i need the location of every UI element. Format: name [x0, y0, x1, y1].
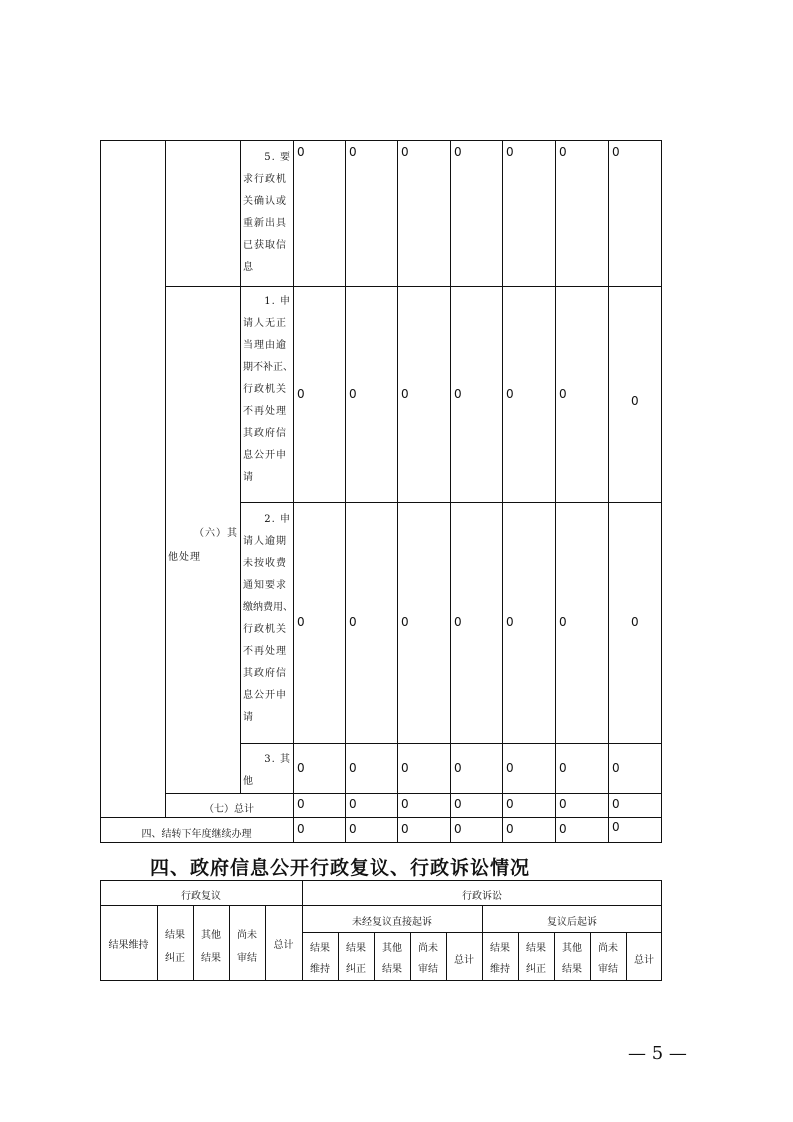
table-line	[100, 140, 662, 141]
table-line	[293, 140, 294, 842]
row-label: 1. 申 请人无正 当理由逾 期不补正、 行政机关 不再处理 其政府信 息公开申 请	[243, 296, 293, 483]
cell-value: 0	[297, 822, 305, 836]
table-line	[240, 743, 662, 744]
cell-value: 0	[559, 387, 567, 401]
cell-value: 0	[401, 822, 409, 836]
cell-value: 0	[349, 797, 357, 811]
direct-lawsuit-header: 未经复议直接起诉	[352, 917, 432, 928]
row-label: 2. 申 请人逾期 未按收费 通知要求 缴纳费用、 行政机关 不再处理 其政府信 息公开申 请	[243, 514, 293, 723]
table-line	[608, 140, 609, 842]
cell-value: 0	[631, 394, 639, 408]
cell-value: 0	[454, 615, 462, 629]
cell-value: 0	[401, 761, 409, 775]
page-number: — 5 —	[628, 1043, 687, 1064]
cell-value: 0	[297, 615, 305, 629]
cell-value: 0	[349, 145, 357, 159]
cell-value: 0	[297, 387, 305, 401]
cell-value: 0	[506, 822, 514, 836]
column-header: 结果 纠正	[526, 943, 546, 975]
table-line	[100, 980, 662, 981]
section-title: 四、政府信息公开行政复议、行政诉讼情况	[150, 857, 531, 879]
table-line	[240, 502, 662, 503]
cell-value: 0	[401, 145, 409, 159]
cell-value: 0	[297, 797, 305, 811]
cell-value: 0	[559, 615, 567, 629]
lawsuit-header: 行政诉讼	[462, 891, 502, 902]
column-header: 尚未 审结	[418, 943, 438, 975]
cell-value: 0	[559, 822, 567, 836]
cell-value: 0	[612, 145, 620, 159]
cell-value: 0	[454, 797, 462, 811]
cell-value: 0	[349, 387, 357, 401]
column-header: 其他 结果	[382, 943, 402, 975]
group-label: （六）其 他处理	[168, 528, 238, 563]
table-line	[450, 140, 451, 842]
cell-value: 0	[612, 820, 620, 834]
column-header: 结果 维持	[490, 943, 510, 975]
cell-value: 0	[631, 615, 639, 629]
table-line	[100, 140, 101, 842]
table-line	[100, 905, 662, 906]
column-header: 尚未 审结	[237, 930, 257, 964]
column-header: 结果 维持	[310, 943, 330, 975]
cell-value: 0	[454, 761, 462, 775]
row-label: 3. 其 他	[243, 754, 291, 787]
table-line	[397, 140, 398, 842]
cell-value: 0	[506, 761, 514, 775]
cell-value: 0	[349, 761, 357, 775]
cell-value: 0	[349, 615, 357, 629]
cell-value: 0	[506, 145, 514, 159]
cell-value: 0	[297, 761, 305, 775]
table-line	[240, 140, 241, 793]
table-line	[661, 140, 662, 842]
cell-value: 0	[612, 761, 620, 775]
cell-value: 0	[559, 797, 567, 811]
cell-value: 0	[401, 387, 409, 401]
review-header: 行政复议	[181, 891, 221, 902]
column-header: 尚未 审结	[598, 943, 618, 975]
cell-value: 0	[612, 797, 620, 811]
cell-value: 0	[559, 145, 567, 159]
table-line	[100, 817, 662, 818]
table-line	[100, 880, 662, 881]
table-line	[165, 793, 662, 794]
column-header: 结果维持	[108, 940, 149, 951]
cell-value: 0	[454, 145, 462, 159]
column-header: 总计	[634, 955, 654, 966]
after-review-header: 复议后起诉	[547, 917, 597, 928]
table-line	[502, 140, 503, 842]
table-line	[345, 140, 346, 842]
table-line	[100, 842, 662, 843]
row-label: 5. 要 求行政机 关确认或 重新出具 已获取信 息	[243, 152, 291, 273]
column-header: 其他 结果	[201, 930, 221, 964]
cell-value: 0	[297, 145, 305, 159]
cell-value: 0	[454, 822, 462, 836]
column-header: 结果 纠正	[346, 943, 366, 975]
table-line	[555, 140, 556, 842]
column-header: 其他 结果	[562, 943, 582, 975]
column-header: 结果 纠正	[165, 930, 185, 964]
cell-value: 0	[506, 615, 514, 629]
column-header: 总计	[273, 940, 294, 951]
cell-value: 0	[559, 761, 567, 775]
cell-value: 0	[401, 797, 409, 811]
cell-value: 0	[506, 387, 514, 401]
total-label: （七）总计	[204, 804, 254, 815]
cell-value: 0	[349, 822, 357, 836]
table-line	[165, 140, 166, 817]
cell-value: 0	[506, 797, 514, 811]
column-header: 总计	[454, 955, 474, 966]
cell-value: 0	[454, 387, 462, 401]
carry-over-label: 四、结转下年度继续办理	[141, 829, 252, 840]
cell-value: 0	[401, 615, 409, 629]
